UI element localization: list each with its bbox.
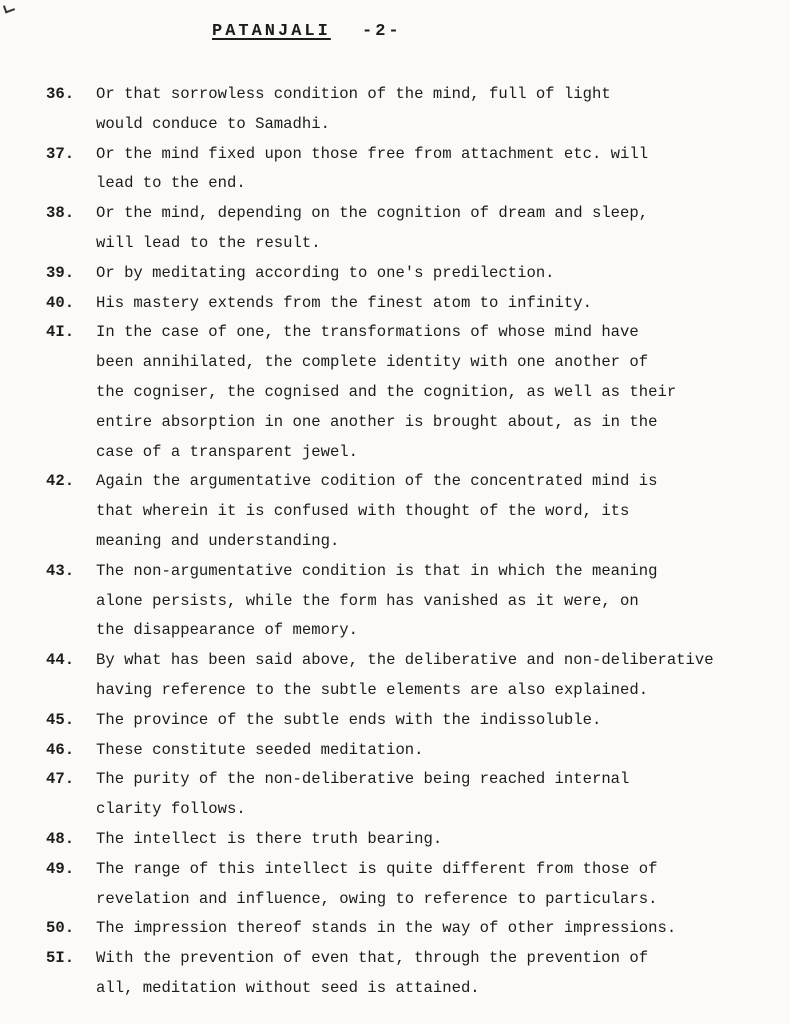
verse-item <box>46 765 766 825</box>
verse-item <box>46 199 766 259</box>
verse-number: 43. <box>46 561 75 580</box>
verse-text-line: the disappearance of memory. <box>96 621 359 640</box>
verse-text-line: These constitute seeded meditation. <box>96 740 424 759</box>
verse-text-line: that wherein it is confused with thought of the word, its <box>96 502 630 521</box>
verse-number: 38. <box>46 204 75 223</box>
verse-item <box>46 855 766 915</box>
verse-text-line: Or the mind, depending on the cognition of dream and sleep, <box>96 204 649 223</box>
verse-text-line: The non-argumentative condition is that in which the meaning <box>96 561 658 580</box>
verse-text-line: The province of the subtle ends with the indissoluble. <box>96 710 602 729</box>
verse-text-line: clarity follows. <box>96 800 246 819</box>
verse-item <box>46 944 766 1004</box>
verse-number: 36. <box>46 85 75 103</box>
verse-number: 44. <box>46 651 75 670</box>
verse-text-line: alone persists, while the form has vanished as it were, on <box>96 591 639 610</box>
verse-text-line: The range of this intellect is quite different from those of <box>96 859 658 878</box>
verse-text-line: By what has been said above, the deliberative and non-deliberative <box>96 651 714 670</box>
verse-text-line: entire absorption in one another is brought about, as in the <box>96 412 658 431</box>
verse-text-line: His mastery extends from the finest atom to infinity. <box>96 293 592 312</box>
verse-number: 40. <box>46 293 75 312</box>
verse-text-line: Or that sorrowless condition of the mind, full of light <box>96 85 611 103</box>
verse-item <box>46 318 766 467</box>
verse-text-line: would conduce to Samadhi. <box>96 114 330 133</box>
verse-text-line: case of a transparent jewel. <box>96 442 359 461</box>
verse-item <box>46 557 766 646</box>
verse-item <box>46 80 766 140</box>
verse-item <box>46 289 766 319</box>
page-number: -2- <box>362 22 402 41</box>
verse-text-line: revelation and influence, owing to reference to particulars. <box>96 889 658 908</box>
page-title: PATANJALI <box>212 22 331 41</box>
verse-list <box>46 80 766 1004</box>
verse-number: 48. <box>46 829 75 848</box>
verse-number: 37. <box>46 144 75 163</box>
verse-number: 49. <box>46 859 75 878</box>
verse-number: 46. <box>46 740 75 759</box>
verse-item <box>46 914 766 944</box>
verse-text-line: meaning and understanding. <box>96 531 340 550</box>
verse-item <box>46 259 766 289</box>
corner-ink-mark <box>3 3 15 14</box>
verse-text-line: having reference to the subtle elements are also explained. <box>96 680 649 699</box>
verse-item <box>46 706 766 736</box>
verse-number: 39. <box>46 263 75 282</box>
verse-number: 47. <box>46 770 75 789</box>
verse-number: 5I. <box>46 949 75 968</box>
page-header <box>212 22 402 41</box>
verse-text-line: Or the mind fixed upon those free from attachment etc. will <box>96 144 649 163</box>
verse-item <box>46 140 766 200</box>
verse-text-line: The impression thereof stands in the way of other impressions. <box>96 919 677 938</box>
verse-text-line: the cogniser, the cognised and the cognition, as well as their <box>96 382 677 401</box>
verse-number: 4I. <box>46 323 75 342</box>
verse-text-line: been annihilated, the complete identity with one another of <box>96 353 649 372</box>
verse-text-line: In the case of one, the transformations of whose mind have <box>96 323 639 342</box>
verse-text-line: will lead to the result. <box>96 233 321 252</box>
verse-text-line: lead to the end. <box>96 174 246 193</box>
verse-number: 45. <box>46 710 75 729</box>
verse-item <box>46 467 766 556</box>
verse-text-line: With the prevention of even that, through the prevention of <box>96 949 649 968</box>
verse-text-line: Again the argumentative codition of the concentrated mind is <box>96 472 658 491</box>
verse-item <box>46 736 766 766</box>
verse-text-line: The purity of the non-deliberative being reached internal <box>96 770 630 789</box>
verse-text-line: all, meditation without seed is attained. <box>96 978 480 997</box>
verse-item <box>46 646 766 706</box>
verse-text-line: Or by meditating according to one's predilection. <box>96 263 555 282</box>
verse-text-line: The intellect is there truth bearing. <box>96 829 443 848</box>
verse-number: 42. <box>46 472 75 491</box>
verse-number: 50. <box>46 919 75 938</box>
verse-item <box>46 825 766 855</box>
